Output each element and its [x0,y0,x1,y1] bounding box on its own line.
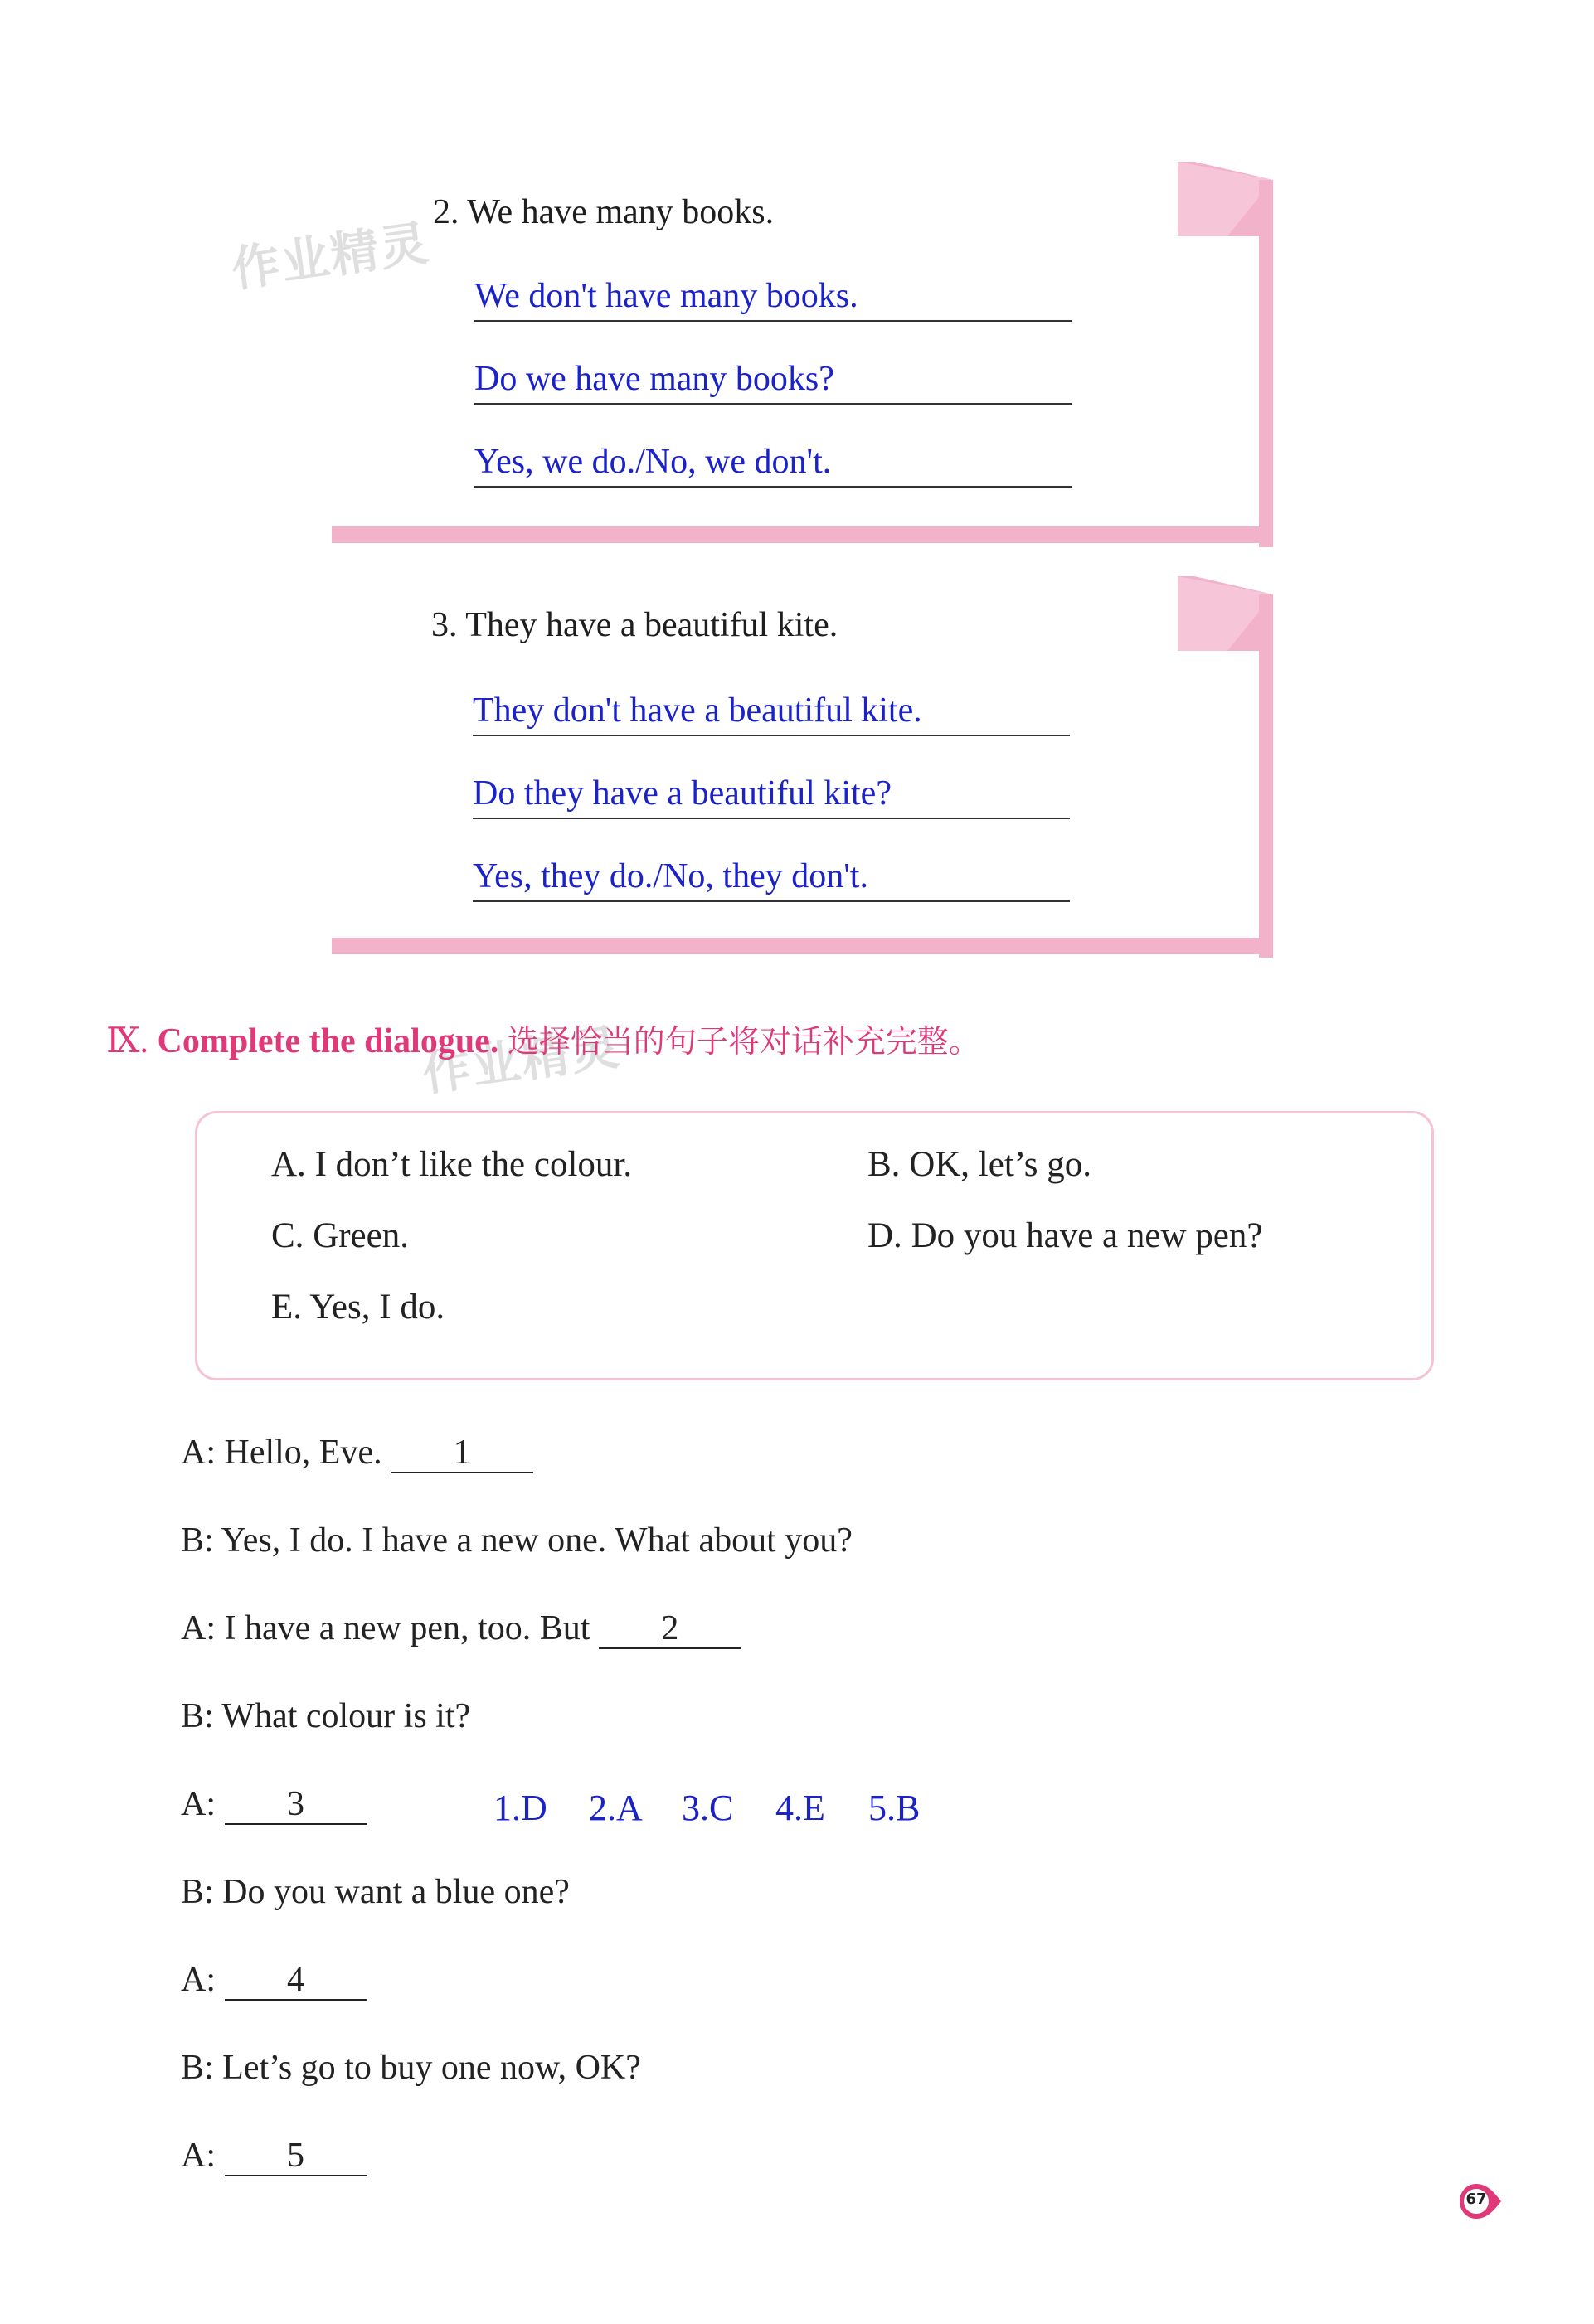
answer-key-1: 1.D [493,1788,547,1828]
dialogue-text: B: Let’s go to buy one now, OK? [181,2049,641,2087]
blank-4: 4 [225,1961,367,2001]
dialogue-text: B: Do you want a blue one? [181,1873,570,1911]
dialogue-line-4 [181,1696,470,1736]
dialogue-line-5 [181,1784,367,1825]
exercise-2-number: 2. [433,193,459,231]
dialogue-line-6 [181,1872,570,1912]
option-letter: D. [867,1216,902,1255]
exercise-3-sentence: They have a beautiful kite. [465,606,838,644]
option-a [271,1144,632,1185]
dialogue-text: B: Yes, I do. I have a new one. What about you? [181,1521,853,1560]
dialogue-line-9 [181,2136,367,2176]
exercise-3-answer-2: Do they have a beautiful kite? [473,771,1070,819]
exercise-2-sentence: We have many books. [467,193,775,231]
answer-key-5: 5.B [868,1788,921,1828]
exercise-3-answer-3: Yes, they do./No, they don't. [473,854,1070,902]
option-text: Green. [313,1216,409,1255]
option-d [867,1215,1262,1256]
watermark-top: 作业精灵 [228,214,434,298]
blank-3: 3 [225,1785,367,1825]
exercise-3-number: 3. [431,606,458,644]
section-title-en: Complete the dialogue. [157,1022,499,1060]
blank-1: 1 [391,1434,533,1473]
page-number: 67 [1465,2191,1487,2208]
exercise-3-prompt [431,605,838,645]
dialogue-line-2 [181,1521,853,1560]
watermark-middle: 作业精灵 [419,1018,624,1103]
dialogue-text: A: Hello, Eve. [181,1434,391,1472]
dialogue-line-1 [181,1433,533,1473]
dialogue-text: A: I have a new pen, too. But [181,1609,599,1647]
option-letter: B. [867,1145,901,1184]
dialogue-text: A: [181,1961,225,1999]
option-c [271,1215,409,1256]
option-text: Do you have a new pen? [911,1216,1263,1255]
exercise-2-prompt [433,192,774,232]
option-letter: A. [271,1145,306,1184]
exercise-2-answer-2: Do we have many books? [474,357,1072,405]
exercise-2-answer-1: We don't have many books. [474,274,1072,322]
dialogue-text: A: [181,1785,225,1823]
option-letter: C. [271,1216,304,1255]
dialogue-line-3 [181,1608,741,1649]
section-title-cn: 选择恰当的句子将对话补充完整。 [507,1023,980,1060]
page-number-badge [1458,2182,1503,2220]
dialogue-line-8 [181,2048,641,2088]
answer-key-4: 4.E [775,1788,825,1828]
dialogue-text: A: [181,2137,225,2175]
blank-2: 2 [599,1609,741,1649]
option-e [271,1287,445,1327]
blank-5: 5 [225,2137,367,2176]
answer-key-3: 3.C [682,1788,734,1828]
option-b [867,1144,1091,1185]
option-text: I don’t like the colour. [314,1145,633,1184]
dialogue-line-7 [181,1960,367,2001]
answer-key-2: 2.A [589,1788,643,1828]
section-numeral: Ⅸ. [106,1022,149,1060]
option-letter: E. [271,1288,303,1327]
exercise-3-answer-1: They don't have a beautiful kite. [473,688,1070,736]
section-title [106,1016,980,1061]
option-text: Yes, I do. [309,1288,445,1327]
dialogue-text: B: What colour is it? [181,1697,471,1735]
option-text: OK, let’s go. [909,1145,1091,1184]
exercise-2-answer-3: Yes, we do./No, we don't. [474,439,1072,488]
